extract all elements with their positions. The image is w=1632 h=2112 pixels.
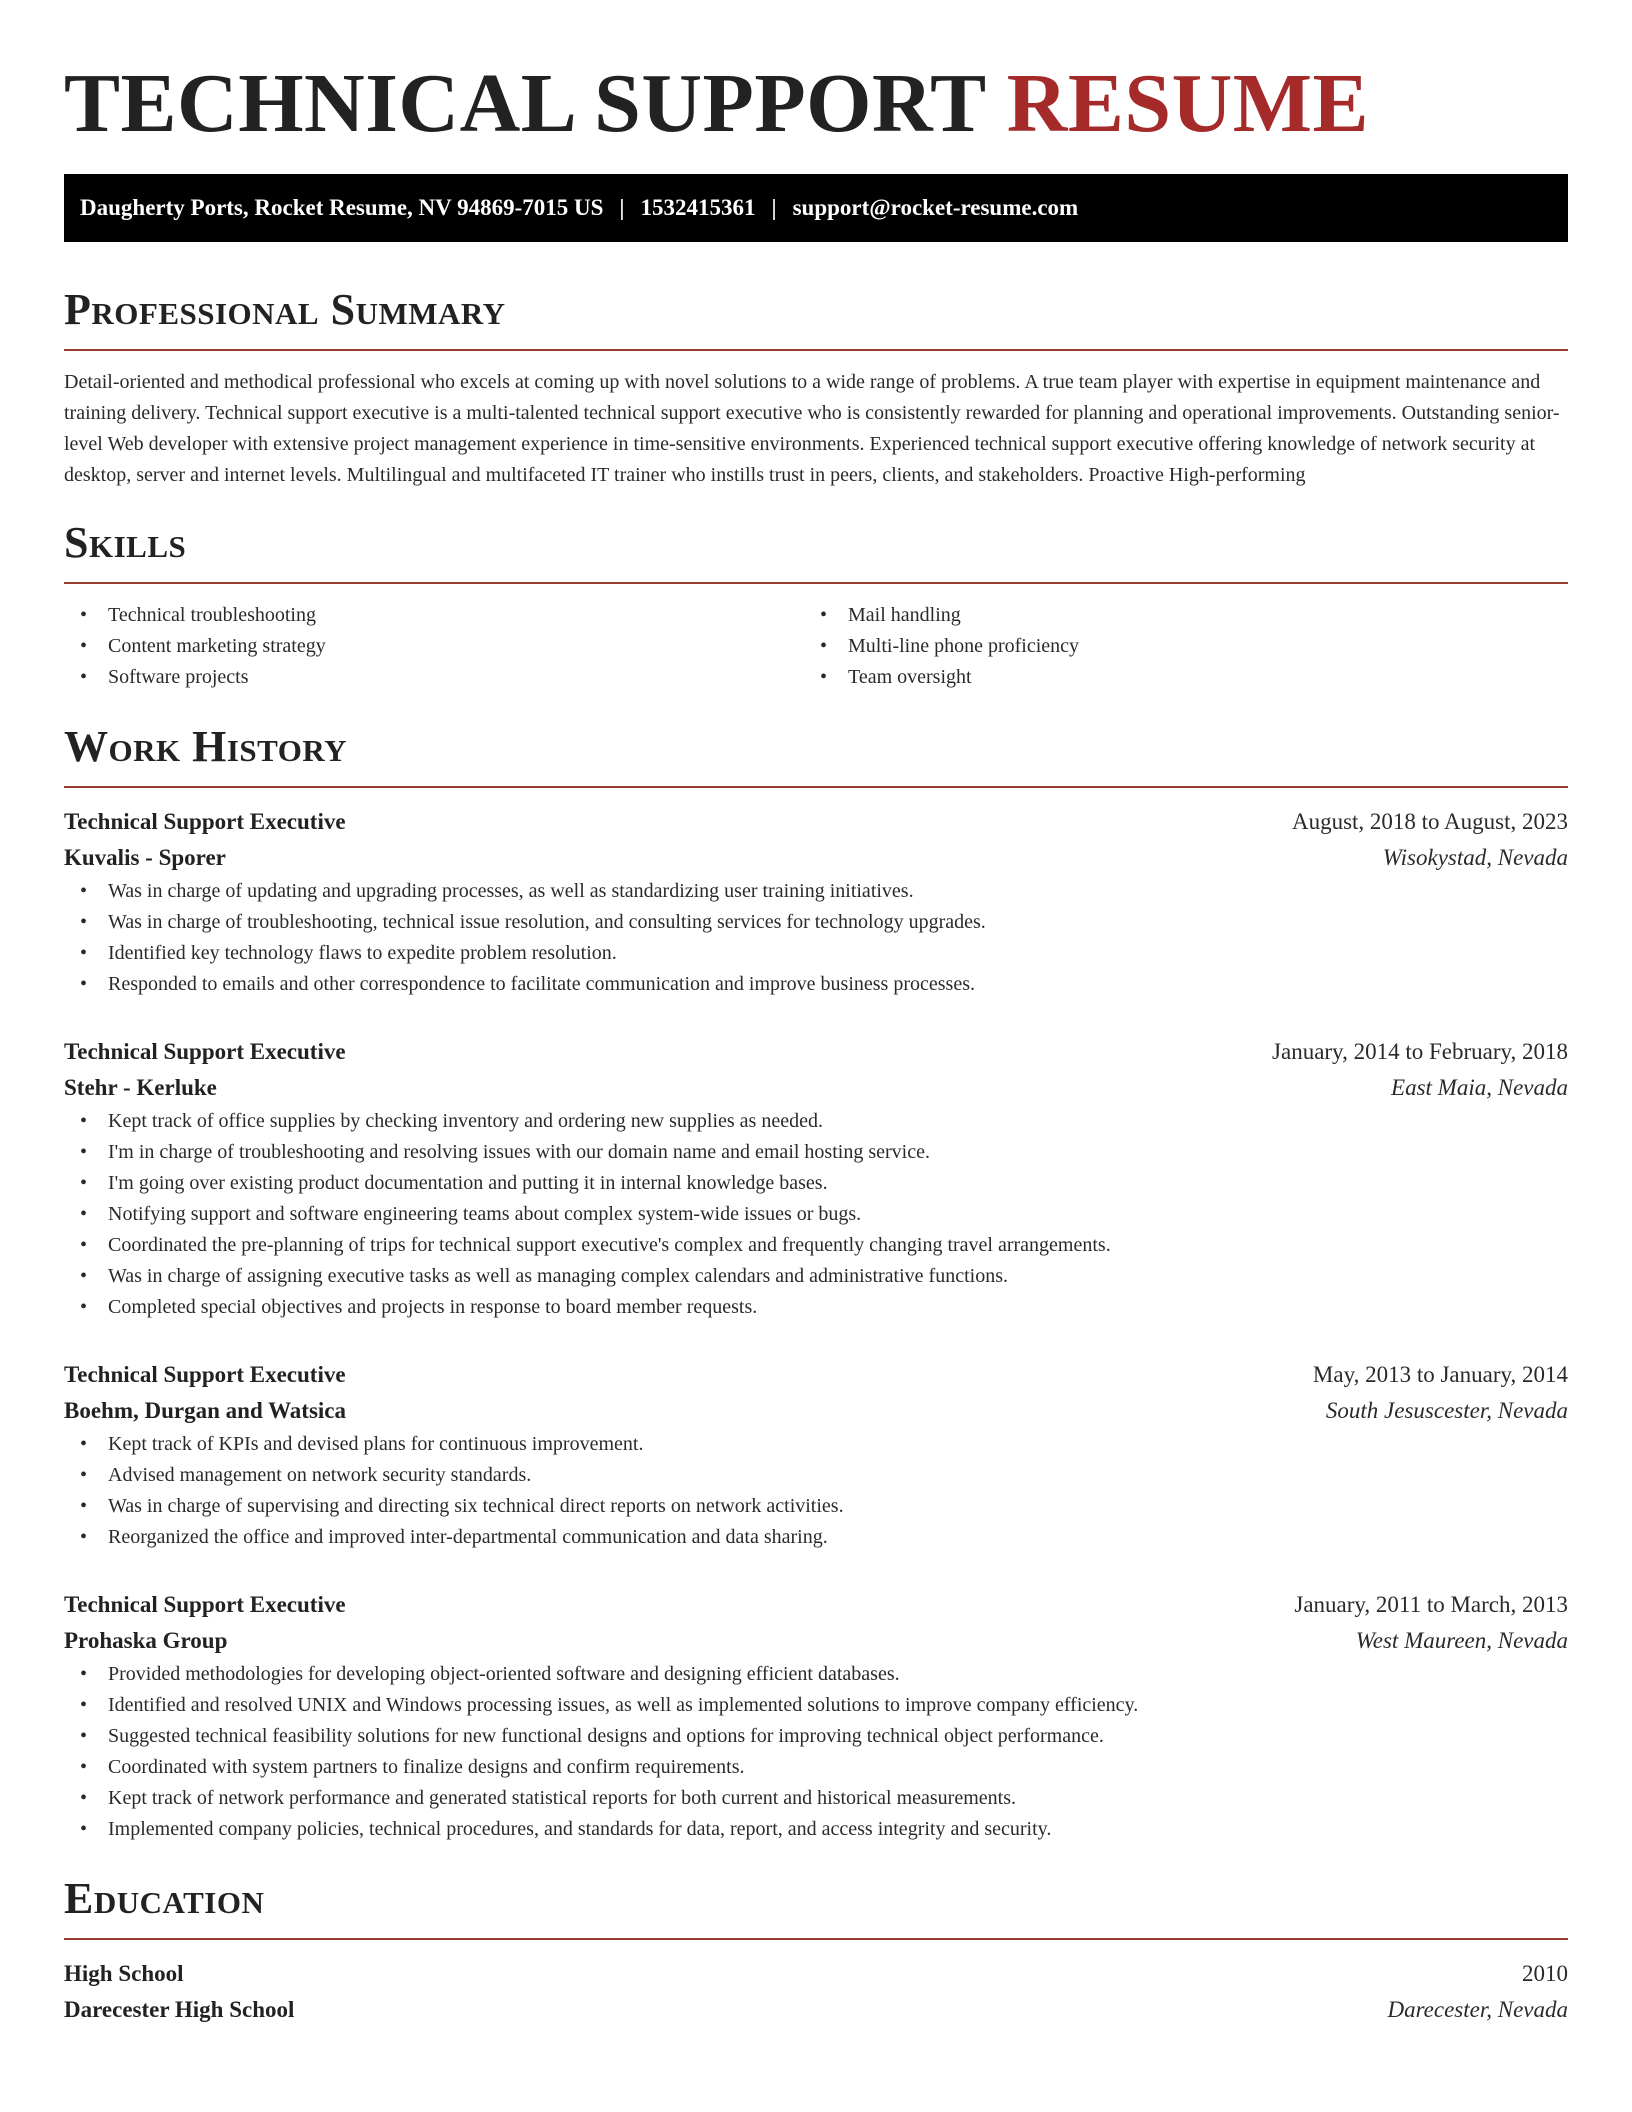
job-company-row <box>64 1623 1568 1659</box>
job-dates: January, 2014 to February, 2018 <box>1272 1039 1568 1064</box>
skills-list <box>64 600 1568 693</box>
job-duty: • Was in charge of assigning executive tasks as well as managing complex calendars and administrative functions. <box>64 1261 1568 1292</box>
job-title: Technical Support Executive <box>64 809 346 834</box>
contact-separator: | <box>771 195 777 220</box>
education-school-row <box>64 1992 1568 2028</box>
section-divider <box>64 1938 1568 1940</box>
contact-bar <box>64 174 1568 242</box>
job-duty: • Advised management on network security standards. <box>64 1460 1568 1491</box>
job-header-row <box>64 1357 1568 1393</box>
job-duty: • Implemented company policies, technical procedures, and standards for data, report, and access integrity and security. <box>64 1814 1568 1845</box>
job-entry <box>64 1034 1568 1323</box>
education-school: Darecester High School <box>64 1997 295 2022</box>
job-company-row <box>64 840 1568 876</box>
job-header-row <box>64 1034 1568 1070</box>
education-heading: Education <box>64 1874 265 1923</box>
resume-title <box>64 58 1568 150</box>
education-header-row <box>64 1956 1568 1992</box>
job-header-row <box>64 1587 1568 1623</box>
resume-page <box>64 0 1568 2028</box>
job-title: Technical Support Executive <box>64 1362 346 1387</box>
education-section <box>64 1873 1568 2028</box>
job-company: Boehm, Durgan and Watsica <box>64 1398 347 1423</box>
job-duty: • Identified and resolved UNIX and Windows processing issues, as well as implemented solutions to improve company efficiency. <box>64 1690 1568 1721</box>
skills-column-left <box>64 600 804 693</box>
job-duty: • I'm in charge of troubleshooting and resolving issues with our domain name and email hosting service. <box>64 1137 1568 1168</box>
work-section <box>64 721 1568 1845</box>
skill-item: • Multi-line phone proficiency <box>804 631 1544 662</box>
skill-item: • Technical troubleshooting <box>64 600 804 631</box>
education-location: Darecester, Nevada <box>1387 1997 1568 2022</box>
job-duty: • Completed special objectives and projects in response to board member requests. <box>64 1292 1568 1323</box>
section-divider <box>64 349 1568 351</box>
job-duties <box>64 1659 1568 1845</box>
job-company-row <box>64 1393 1568 1429</box>
job-entry <box>64 1587 1568 1845</box>
summary-section <box>64 284 1568 491</box>
skill-item: • Team oversight <box>804 662 1544 693</box>
job-entry <box>64 804 1568 1000</box>
job-location: Wisokystad, Nevada <box>1382 845 1568 870</box>
job-entry <box>64 1357 1568 1553</box>
job-title: Technical Support Executive <box>64 1592 346 1617</box>
job-duties <box>64 876 1568 1000</box>
job-duty: • Suggested technical feasibility solutions for new functional designs and options for improving technical object performance. <box>64 1721 1568 1752</box>
skill-item: • Content marketing strategy <box>64 631 804 662</box>
job-dates: August, 2018 to August, 2023 <box>1291 809 1568 834</box>
skill-item: • Mail handling <box>804 600 1544 631</box>
job-duty: • Kept track of office supplies by checking inventory and ordering new supplies as needed. <box>64 1106 1568 1137</box>
section-divider <box>64 786 1568 788</box>
job-duty: • Notifying support and software engineering teams about complex system-wide issues or bugs. <box>64 1199 1568 1230</box>
job-company-row <box>64 1070 1568 1106</box>
title-accent: RESUME <box>1006 57 1370 150</box>
education-year: 2010 <box>1522 1961 1568 1986</box>
job-duty: • Provided methodologies for developing object-oriented software and designing efficient databases. <box>64 1659 1568 1690</box>
job-duty: • Reorganized the office and improved inter-departmental communication and data sharing. <box>64 1522 1568 1553</box>
contact-address: Daugherty Ports, Rocket Resume, NV 94869-7015 US <box>80 195 604 220</box>
job-location: East Maia, Nevada <box>1391 1075 1568 1100</box>
job-duty: • Kept track of network performance and generated statistical reports for both current and historical measurements. <box>64 1783 1568 1814</box>
job-title: Technical Support Executive <box>64 1039 346 1064</box>
job-location: West Maureen, Nevada <box>1355 1628 1568 1653</box>
work-heading: Work History <box>64 722 348 771</box>
contact-separator: | <box>619 195 625 220</box>
skill-item: • Software projects <box>64 662 804 693</box>
job-duty: • Identified key technology flaws to expedite problem resolution. <box>64 938 1568 969</box>
education-degree: High School <box>64 1961 184 1986</box>
job-duty: • Responded to emails and other correspondence to facilitate communication and improve business processes. <box>64 969 1568 1000</box>
job-duty: • Was in charge of troubleshooting, technical issue resolution, and consulting services for technology upgrades. <box>64 907 1568 938</box>
education-entry <box>64 1956 1568 2028</box>
summary-text: Detail-oriented and methodical professional who excels at coming up with novel solutions to a wide range of problems. A true team player with expertise in equipment maintenance and training delivery. Technical support executive is a multi-talented technical support executive who is consistently rewarded for planning and operational improvements. Outstanding senior-level Web developer with extensive project management experience in time-sensitive environments. Experienced technical support executive offering knowledge of network security at desktop, server and internet levels. Multilingual and multifaceted IT trainer who instills trust in peers, clients, and stakeholders. Proactive High-performing <box>64 371 1560 486</box>
job-duty: • Coordinated with system partners to finalize designs and confirm requirements. <box>64 1752 1568 1783</box>
job-dates: January, 2011 to March, 2013 <box>1294 1592 1568 1617</box>
job-duty: • Coordinated the pre-planning of trips for technical support executive's complex and frequently changing travel arrangements. <box>64 1230 1568 1261</box>
job-company: Stehr - Kerluke <box>64 1075 217 1100</box>
job-duty: • Kept track of KPIs and devised plans for continuous improvement. <box>64 1429 1568 1460</box>
job-duty: • Was in charge of supervising and directing six technical direct reports on network activities. <box>64 1491 1568 1522</box>
job-duty: • I'm going over existing product documentation and putting it in internal knowledge bases. <box>64 1168 1568 1199</box>
title-main: TECHNICAL SUPPORT <box>64 57 986 150</box>
job-duties <box>64 1106 1568 1323</box>
job-company: Prohaska Group <box>64 1628 228 1653</box>
job-dates: May, 2013 to January, 2014 <box>1312 1362 1568 1387</box>
job-duties <box>64 1429 1568 1553</box>
skills-section <box>64 517 1568 693</box>
job-duty: • Was in charge of updating and upgrading processes, as well as standardizing user training initiatives. <box>64 876 1568 907</box>
contact-email: support@rocket-resume.com <box>792 195 1079 220</box>
skills-column-right <box>804 600 1544 693</box>
summary-heading: Professional Summary <box>64 285 506 334</box>
contact-phone: 1532415361 <box>640 195 756 220</box>
skills-heading: Skills <box>64 518 187 567</box>
job-company: Kuvalis - Sporer <box>64 845 226 870</box>
job-header-row <box>64 804 1568 840</box>
section-divider <box>64 582 1568 584</box>
job-location: South Jesuscester, Nevada <box>1325 1398 1568 1423</box>
